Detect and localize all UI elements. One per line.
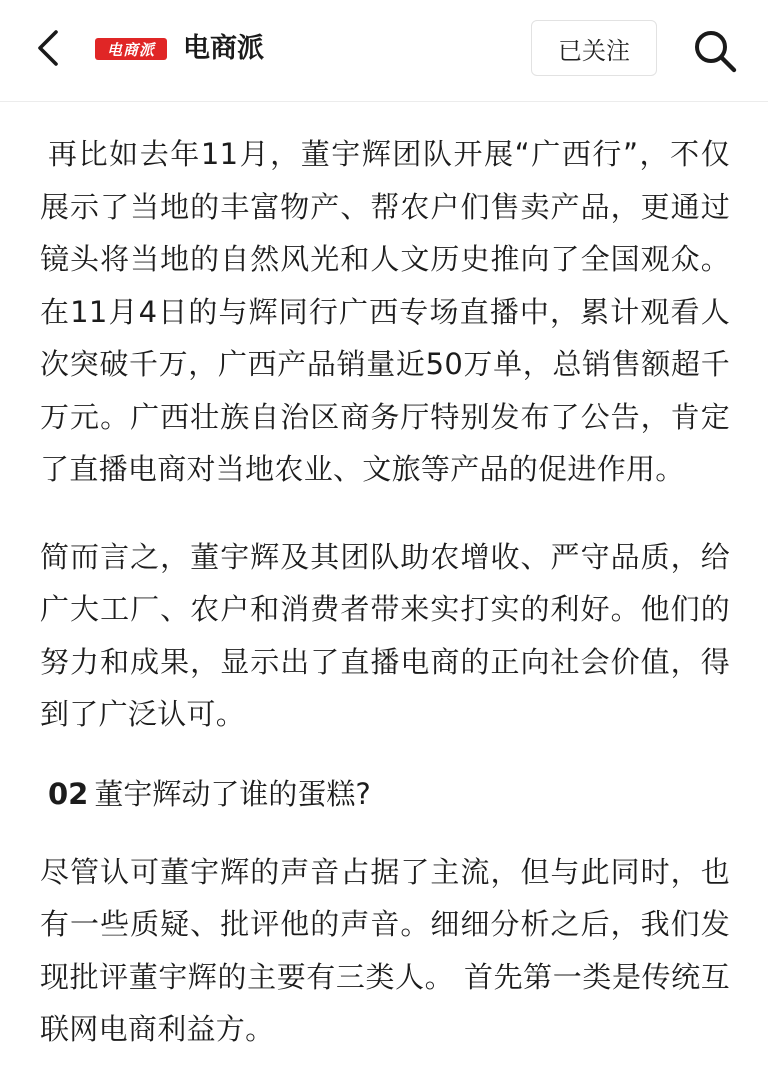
chevron-left-icon [35, 28, 61, 68]
search-button[interactable] [690, 26, 740, 76]
article-paragraph: 简而言之，董宇辉及其团队助农增收、严守品质，给广大工厂、农户和消费者带来实打实的利好。他们的努力和成果，显示出了直播电商的正向社会价值，得到了广泛认可。 [40, 539, 730, 731]
back-button[interactable] [28, 24, 68, 72]
section-number: 02 [48, 776, 89, 811]
account-name[interactable]: 电商派 [183, 33, 264, 64]
section-title: 董宇辉动了谁的蛋糕? [94, 776, 371, 811]
account-logo[interactable]: 电商派 [95, 38, 167, 60]
article-paragraph: 尽管认可董宇辉的声音占据了主流，但与此同时，也有一些质疑、批评他的声音。细细分析之后，我们发现批评董宇辉的主要有三类人。 首先第一类是传统互联网电商利益方。 [40, 854, 730, 1046]
article-body [40, 128, 730, 1091]
article-paragraph: 再比如去年11月，董宇辉团队开展“广西行”，不仅展示了当地的丰富物产、帮农户们售卖产品，更通过镜头将当地的自然风光和人文历史推向了全国观众。在11月4日的与辉同行广西专场直播中，累计观看人次突破千万，广西产品销量近50万单，总销售额超千万元。广西壮族自治区商务厅特别发布了公告，肯定了直播电商对当地农业、文旅等产品的促进作用。 [40, 137, 730, 486]
top-nav-bar [0, 0, 768, 102]
search-icon [692, 28, 738, 74]
section-heading [48, 772, 730, 816]
follow-button[interactable]: 已关注 [531, 20, 657, 76]
